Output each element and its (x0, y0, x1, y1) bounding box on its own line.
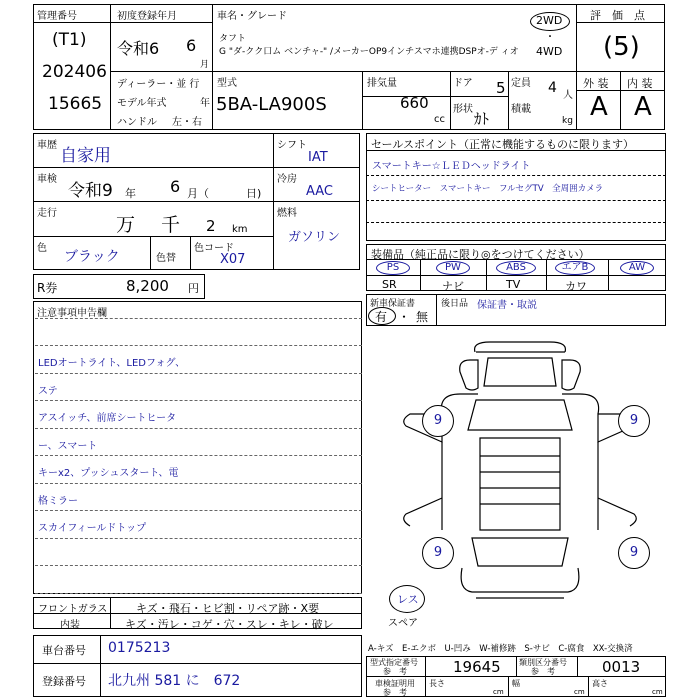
width-label: 幅 (512, 679, 520, 688)
equip-tv: TV (506, 278, 521, 291)
length-label: 長さ (429, 679, 445, 688)
equip-airbag: エアB (555, 261, 595, 275)
note-line-9: スカイフィールドトップ (38, 523, 147, 534)
load-unit: kg (562, 116, 573, 126)
displacement-label: 排気量 (367, 78, 397, 89)
cert-sub: 参 考 (383, 688, 407, 697)
mgmt-number-2: 15665 (48, 94, 103, 114)
warranty-no: 無 (416, 310, 429, 324)
warranty-label: 新車保証書 (370, 299, 416, 309)
front-glass-options: キズ・飛石・ヒビ割・リペア跡・X要 (136, 602, 320, 615)
door-label: ドア (453, 78, 473, 89)
fuel-label: 燃料 (277, 208, 297, 219)
capacity-unit: 人 (563, 90, 573, 101)
ac-label: 冷房 (277, 174, 297, 185)
damage-legend: A-キズ E-エクボ U-凹み W-補修跡 S-サビ C-腐食 XX-交換済 (368, 644, 633, 654)
displacement-value: 660 (400, 94, 429, 112)
inspection-era: 令和9 (68, 181, 113, 201)
equipment-label: 装備品（純正品に限り◎をつけてください） (371, 248, 590, 261)
recycle-box (33, 274, 205, 299)
door-value: 5 (496, 79, 506, 97)
shift-value: IAT (308, 150, 328, 165)
inspection-day-unit: 日) (246, 187, 262, 200)
displacement-unit: cc (434, 114, 445, 125)
color-label: 色 (37, 243, 47, 254)
notes-label: 注意事項申告欄 (37, 308, 107, 319)
handle-options: 左・右 (172, 117, 202, 128)
recycle-unit: 円 (188, 282, 199, 295)
mgmt-number-1: 202406 (42, 62, 107, 82)
inspection-month: 6 (170, 177, 181, 196)
drive-4wd: 4WD (536, 45, 563, 58)
length-unit: cm (493, 688, 504, 696)
mgmt-label: 管理番号 (37, 11, 77, 22)
equip-sr: SR (382, 278, 397, 291)
model-code-value: 5BA-LA900S (216, 94, 327, 115)
interior-cond-options: キズ・汚レ・コゲ・穴・スレ・キレ・破レ (125, 618, 334, 631)
evaluation-score: (5) (603, 32, 640, 62)
color-change-label: 色替 (156, 253, 176, 264)
interior-label: 内 装 (627, 77, 653, 90)
note-line-3: LEDオートライト、LEDフォグ、 (38, 358, 186, 369)
shift-label: シフト (277, 140, 307, 151)
color-value: ブラック (64, 249, 120, 265)
type-designation-label: 型式指定番号 (370, 658, 418, 667)
grade-value: G "ダ-クク口ム ベンチャ-" /メーカーOP9インチスマホ連携DSPオ-デ ィオ (219, 47, 519, 57)
model-code-label: 型式 (217, 78, 237, 89)
type-designation-value: 19645 (453, 658, 501, 676)
capacity-label: 定員 (511, 78, 531, 89)
note-line-6: ー、スマート (38, 441, 98, 452)
interior-grade: A (634, 92, 652, 122)
mileage-man: 万 (116, 214, 136, 236)
inspection-label: 車検 (37, 174, 57, 185)
exterior-label: 外 装 (583, 77, 609, 90)
sales-points-label: セールスポイント（正常に機能するものに限ります） (371, 138, 635, 151)
tire-rear-right: 9 (618, 537, 650, 569)
type-designation-sub: 参 考 (383, 667, 407, 676)
shape-label: 形状 (453, 104, 473, 115)
later-value: 保証書・取説 (477, 300, 537, 311)
drive-dot: ・ (545, 32, 555, 43)
dealer-label: ディーラー・並 行 (117, 79, 200, 90)
evaluation-label: 評 価 点 (590, 9, 645, 22)
tire-front-left: 9 (422, 405, 454, 437)
width-unit: cm (574, 688, 585, 696)
cert-label: 車検証明用 (375, 679, 415, 688)
car-diagram (380, 330, 660, 612)
ac-value: AAC (306, 184, 333, 199)
car-name-value: タフト (219, 34, 247, 44)
mileage-sen: 千 (161, 214, 181, 236)
inspection-year-unit: 年 (125, 187, 136, 200)
chassis-value: 0175213 (108, 640, 171, 656)
registration-era: 令和6 (117, 39, 160, 58)
inspection-month-unit: 月（ (187, 187, 209, 200)
sales-point-line-1: スマートキー☆ＬＥＤヘッドライト (372, 161, 531, 172)
note-line-8: 格ミラー (38, 496, 78, 507)
note-line-4: ステ (38, 386, 58, 397)
front-glass-label: フロントガラス (38, 604, 108, 615)
tire-front-right: 9 (618, 405, 650, 437)
capacity-value: 4 (548, 80, 557, 96)
equip-abs: ABS (496, 261, 536, 275)
mgmt-paren: (T1) (52, 30, 87, 50)
model-year-label: モデル年式 (117, 98, 167, 109)
equip-pw: PW (436, 261, 470, 275)
equip-leather: カワ (565, 280, 587, 293)
mileage-value: 2 (206, 217, 216, 235)
color-code-label: 色コード (194, 243, 234, 254)
car-name-label: 車名・グレード (217, 11, 287, 22)
load-label: 積載 (511, 104, 531, 115)
warranty-yes: 有 (375, 310, 388, 324)
note-line-5: アスイッチ、前席シートヒータ (38, 413, 177, 424)
model-year-unit: 年 (200, 98, 210, 109)
shape-value: ｶﾄ (474, 110, 490, 128)
equip-navi: ナビ (442, 280, 464, 293)
sales-point-line-2: シートヒーター スマートキー フルセグTV 全周囲カメラ (372, 184, 604, 194)
history-label: 車歴 (37, 140, 57, 151)
registration-month: 6 (186, 36, 197, 55)
recycle-value: 8,200 (126, 277, 169, 295)
registration-month-unit: 月 (200, 60, 210, 70)
height-unit: cm (652, 688, 663, 696)
recycle-label: R券 (37, 281, 58, 295)
color-code-value: X07 (220, 252, 246, 267)
spare-label: スペア (388, 618, 418, 629)
mileage-label: 走行 (37, 208, 57, 219)
exterior-grade: A (590, 92, 608, 122)
tire-rear-left: 9 (422, 537, 454, 569)
height-label: 高さ (592, 679, 608, 688)
plate-value: 北九州 581 に 672 (108, 673, 241, 689)
equip-aw: AW (620, 261, 654, 275)
fuel-value: ガソリン (288, 230, 341, 245)
mileage-unit: km (232, 224, 248, 235)
chassis-label: 車台番号 (42, 644, 86, 657)
drive-2wd: 2WD (536, 14, 563, 27)
interior-cond-label: 内装 (60, 620, 80, 631)
spare-mark: レス (397, 593, 419, 606)
plate-label: 登録番号 (42, 675, 86, 688)
later-label: 後日品 (441, 299, 469, 309)
history-value: 自家用 (60, 146, 111, 166)
warranty-sep: ・ (398, 310, 411, 324)
category-value: 0013 (602, 658, 641, 676)
category-sub: 参 考 (531, 667, 555, 676)
category-label: 類別区分番号 (519, 658, 567, 667)
handle-label: ハンドル (117, 117, 157, 128)
registration-label: 初度登録年月 (117, 11, 177, 22)
note-line-7: キーx2、プッシュスタート、電 (38, 468, 179, 479)
equip-ps: PS (376, 261, 410, 275)
